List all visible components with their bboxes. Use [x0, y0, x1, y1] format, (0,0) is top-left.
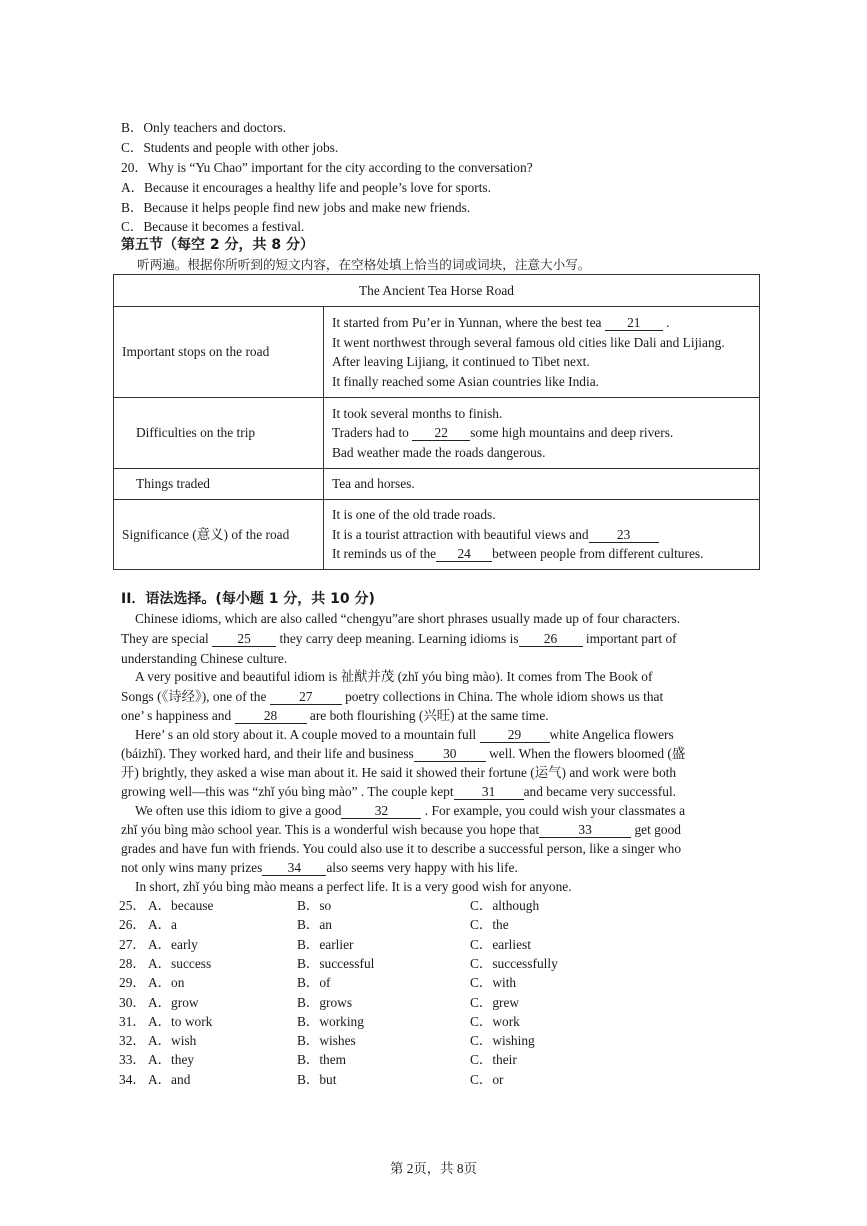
row-detail-significance: It is one of the old trade roads. It is a tourist attraction with beautiful views and 23 It reminds us of the 24 between people from different cultures. — [324, 500, 760, 570]
blank-23[interactable]: 23 — [589, 527, 659, 543]
q20-option-c: C．Because it becomes a festival. — [121, 219, 305, 234]
passage-line: understanding Chinese culture. — [121, 651, 288, 666]
passage-line: zhǐ yóu bìng mào school year. This is a wonderful wish because you hope that 33 get good — [121, 822, 681, 837]
blank-32[interactable]: 32 — [341, 803, 421, 819]
blank-25[interactable]: 25 — [212, 631, 276, 647]
option-c[interactable]: C．with — [470, 975, 517, 990]
passage-line: grades and have fun with friends. You could also use it to describe a successful person, like a singer who — [121, 841, 682, 856]
option-number: 32． — [119, 1033, 146, 1048]
q20-question: 20．Why is “Yu Chao” important for the city according to the conversation? — [121, 160, 533, 175]
option-b[interactable]: B．so — [297, 898, 332, 913]
option-b[interactable]: B．them — [297, 1052, 347, 1067]
option-b[interactable]: B．working — [297, 1014, 364, 1029]
option-number: 30． — [119, 995, 146, 1010]
page-footer: 第 2页，共 8页 — [389, 1161, 478, 1176]
q20-option-b: B．Because it helps people find new jobs and make new friends. — [121, 200, 471, 215]
blank-26[interactable]: 26 — [519, 631, 583, 647]
option-a[interactable]: A．and — [148, 1072, 191, 1087]
option-b[interactable]: B．successful — [297, 956, 375, 971]
section5-heading: 第五节（每空 2 分，共 8 分） — [121, 237, 314, 253]
passage-line: growing well—this was “zhǐ yóu bìng mào” . The couple kept 31 and became very successful. — [121, 784, 677, 799]
row-detail-traded: Tea and horses. — [324, 469, 760, 500]
option-number: 26． — [119, 917, 146, 932]
option-b[interactable]: B．an — [297, 917, 332, 932]
row-detail-difficulties: It took several months to finish. Traders had to 22 some high mountains and deep rivers. Bad weather made the roads dangerous. — [324, 398, 760, 469]
option-c[interactable]: C．or — [470, 1072, 504, 1087]
option-number: 28． — [119, 956, 146, 971]
option-b[interactable]: B．earlier — [297, 937, 354, 952]
blank-21[interactable]: 21 — [605, 315, 663, 331]
row-label-traded: Things traded — [114, 469, 324, 500]
option-b[interactable]: B．but — [297, 1072, 337, 1087]
row-label-stops: Important stops on the road — [114, 307, 324, 398]
option-b[interactable]: B．of — [297, 975, 331, 990]
passage-line: Chinese idioms, which are also called “chengyu”are short phrases usually made up of four characters. — [135, 611, 681, 626]
option-a[interactable]: A．grow — [148, 995, 199, 1010]
option-number: 25． — [119, 898, 146, 913]
passage-line: one’ s happiness and 28 are both flourishing (兴旺) at the same time. — [121, 708, 549, 723]
passage-line: Songs (《诗经》), one of the 27 poetry collections in China. The whole idiom shows us that — [121, 689, 664, 704]
blank-29[interactable]: 29 — [480, 727, 550, 743]
option-a[interactable]: A．on — [148, 975, 185, 990]
option-a[interactable]: A．wish — [148, 1033, 197, 1048]
passage-line: We often use this idiom to give a good 32 . For example, you could wish your classmates a — [135, 803, 686, 818]
tea-horse-road-table — [113, 274, 760, 570]
option-b[interactable]: B．grows — [297, 995, 353, 1010]
table-title: The Ancient Tea Horse Road — [114, 275, 760, 307]
option-a[interactable]: A．to work — [148, 1014, 213, 1029]
option-c[interactable]: C．grew — [470, 995, 520, 1010]
option-c[interactable]: C．earliest — [470, 937, 531, 952]
option-number: 29． — [119, 975, 146, 990]
option-c[interactable]: C．their — [470, 1052, 517, 1067]
row-detail-stops: It started from Pu’er in Yunnan, where the best tea 21 . It went northwest through several famous old cities like Dali and Lijiang. After leaving Lijiang, it continued to Tibet next. It finally reached some Asian countries like India. — [324, 307, 760, 398]
option-b[interactable]: B．wishes — [297, 1033, 356, 1048]
passage-line: Here’ s an old story about it. A couple moved to a mountain full 29 white Angelica flowers — [135, 727, 674, 742]
option-a[interactable]: A．they — [148, 1052, 195, 1067]
q20-option-a: A．Because it encourages a healthy life and people’s love for sports. — [121, 180, 491, 195]
blank-31[interactable]: 31 — [454, 784, 524, 800]
passage-line: They are special 25 they carry deep meaning. Learning idioms is 26 important part of — [121, 631, 677, 646]
row-label-difficulties: Difficulties on the trip — [114, 398, 324, 469]
option-c[interactable]: C．work — [470, 1014, 520, 1029]
row-label-significance: Significance (意义) of the road — [114, 500, 324, 570]
option-c[interactable]: C．although — [470, 898, 540, 913]
passage-line: In short, zhǐ yóu bìng mào means a perfect life. It is a very good wish for anyone. — [135, 879, 572, 894]
option-a[interactable]: A．because — [148, 898, 214, 913]
grammar-heading: II．语法选择。(每小题 1 分，共 10 分) — [121, 591, 375, 607]
blank-33[interactable]: 33 — [539, 822, 631, 838]
passage-line: not only wins many prizes 34 also seems very happy with his life. — [121, 860, 518, 875]
blank-22[interactable]: 22 — [412, 425, 470, 441]
option-a[interactable]: A．early — [148, 937, 198, 952]
blank-28[interactable]: 28 — [235, 708, 307, 724]
option-c[interactable]: C．successfully — [470, 956, 558, 971]
passage-line: A very positive and beautiful idiom is 祉猷并茂 (zhǐ yóu bìng mào). It comes from The Book of — [135, 669, 653, 684]
q19-option-b: B．Only teachers and doctors. — [121, 120, 287, 135]
option-a[interactable]: A．success — [148, 956, 212, 971]
option-a[interactable]: A．a — [148, 917, 178, 932]
section5-instruction: 听两遍。根据你所听到的短文内容，在空格处填上恰当的词或词块，注意大小写。 — [137, 257, 591, 272]
q19-option-c: C．Students and people with other jobs. — [121, 140, 339, 155]
blank-24[interactable]: 24 — [436, 546, 492, 562]
option-number: 33． — [119, 1052, 146, 1067]
blank-27[interactable]: 27 — [270, 689, 342, 705]
blank-30[interactable]: 30 — [414, 746, 486, 762]
passage-line: 开) brightly, they asked a wise man about it. He said it showed their fortune (运气) and work were both — [121, 765, 677, 780]
blank-34[interactable]: 34 — [262, 860, 326, 876]
option-number: 34． — [119, 1072, 146, 1087]
passage-line: (báizhǐ). They worked hard, and their life and business 30 well. When the flowers bloomed (盛 — [121, 746, 686, 761]
option-number: 31． — [119, 1014, 146, 1029]
option-number: 27． — [119, 937, 146, 952]
option-c[interactable]: C．wishing — [470, 1033, 535, 1048]
option-c[interactable]: C．the — [470, 917, 509, 932]
